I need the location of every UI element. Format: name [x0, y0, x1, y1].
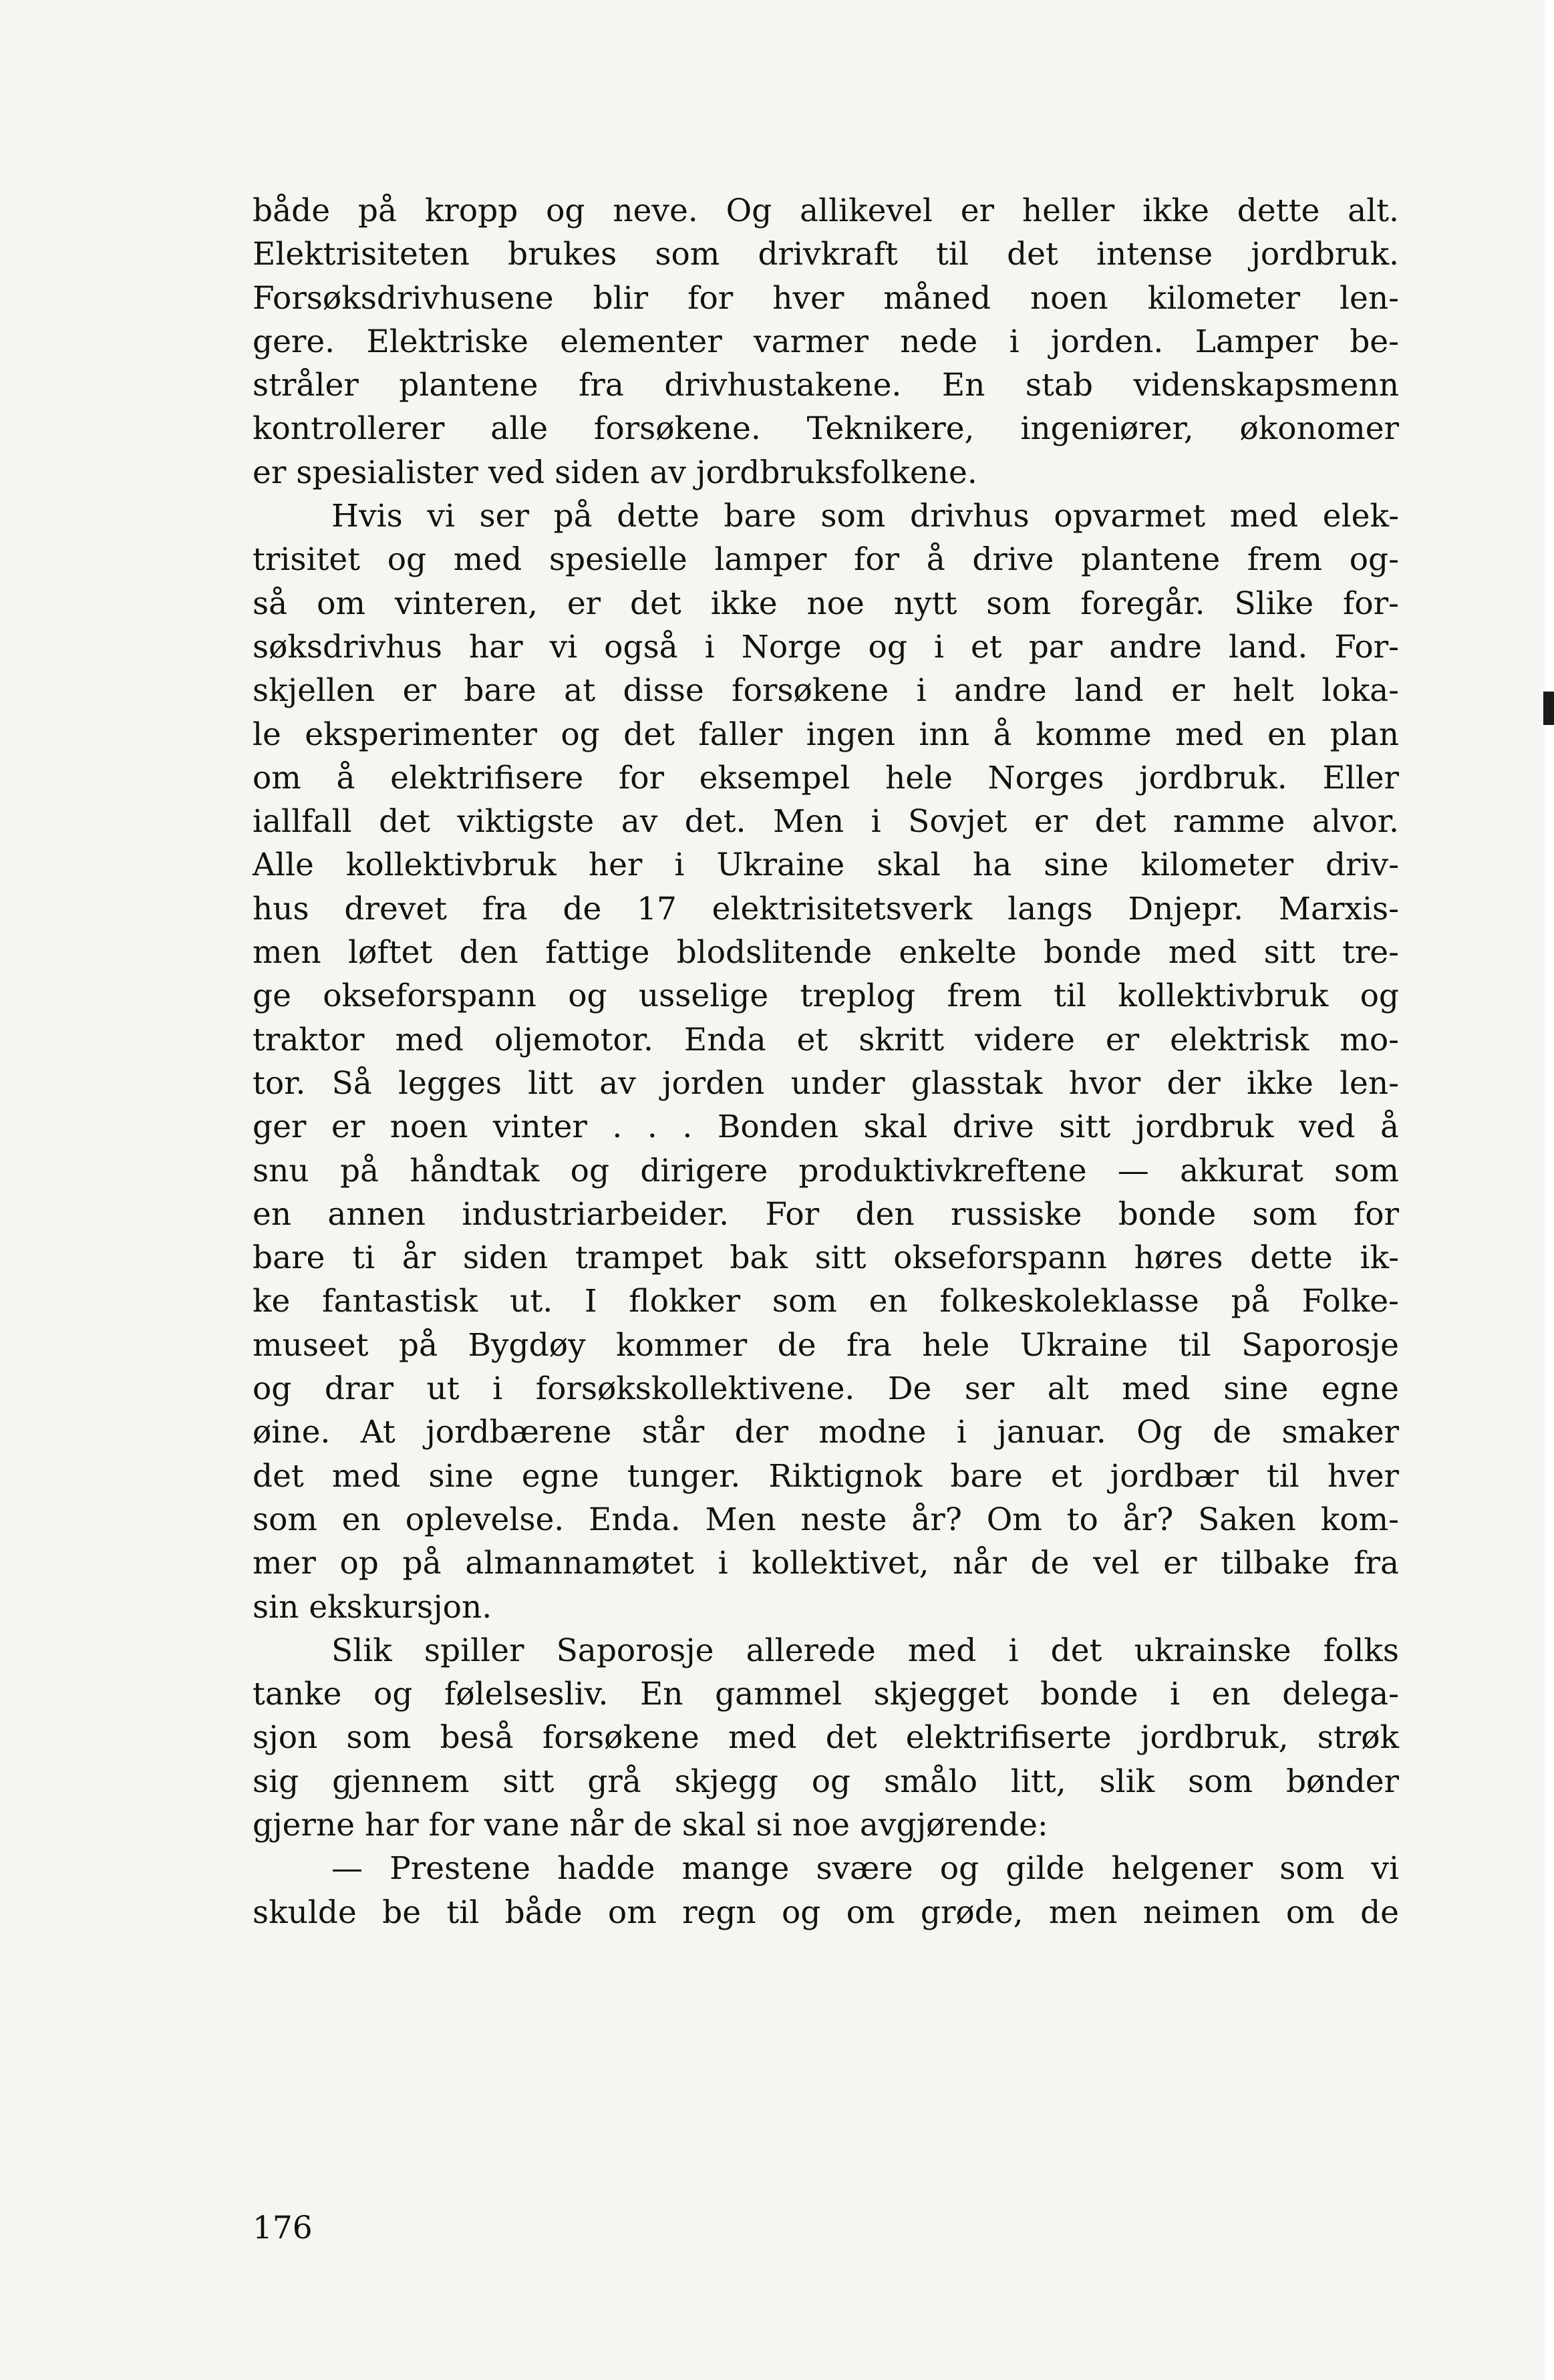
text-line: ke fantastisk ut. I flokker som en folkeskoleklasse på Folke- [253, 1283, 1399, 1320]
text-line: skulde be til både om regn og om grøde, men neimen om de [253, 1894, 1399, 1931]
text-line: gere. Elektriske elementer varmer nede i jorden. Lamper be- [253, 323, 1399, 360]
text-line: bare ti år siden trampet bak sitt okseforspann høres dette ik- [253, 1239, 1399, 1277]
text-line: men løftet den fattige blodslitende enkelte bonde med sitt tre- [253, 934, 1399, 972]
text-line: kontrollerer alle forsøkene. Teknikere, ingeniører, økonomer [253, 410, 1399, 448]
text-line: ger er noen vinter . . . Bonden skal drive sitt jordbruk ved å [253, 1108, 1399, 1146]
text-line: det med sine egne tunger. Riktignok bare et jordbær til hver [253, 1457, 1399, 1495]
text-line: iallfall det viktigste av det. Men i Sovjet er det ramme alvor. [253, 803, 1399, 841]
text-line: øine. At jordbærene står der modne i januar. Og de smaker [253, 1414, 1399, 1451]
page-edge [1545, 0, 1554, 2380]
text-line: museet på Bygdøy kommer de fra hele Ukraine til Saporosje [253, 1326, 1399, 1364]
text-line: traktor med oljemotor. Enda et skritt videre er elektrisk mo- [253, 1021, 1399, 1058]
text-line: Alle kollektivbruk her i Ukraine skal ha sine kilometer driv- [253, 847, 1399, 884]
text-line: skjellen er bare at disse forsøkene i andre land er helt loka- [253, 672, 1399, 710]
body-text [253, 189, 1399, 1934]
edge-mark [1543, 692, 1554, 725]
text-line: så om vinteren, er det ikke noe nytt som foregår. Slike for- [253, 585, 1399, 622]
text-line: om å elektrifisere for eksempel hele Norges jordbruk. Eller [253, 759, 1399, 796]
text-line: sin ekskursjon. [253, 1588, 492, 1626]
text-line: Slik spiller Saporosje allerede med i det ukrainske folks [331, 1632, 1399, 1669]
text-line: sjon som beså forsøkene med det elektrifiserte jordbruk, strøk [253, 1719, 1399, 1757]
text-line: er spesialister ved siden av jordbruksfolkene. [253, 454, 977, 491]
paragraph-4 [253, 1847, 1399, 1934]
text-line: tanke og følelsesliv. En gammel skjegget bonde i en delega- [253, 1676, 1399, 1713]
paragraph-1 [253, 189, 1399, 494]
text-line: søksdrivhus har vi også i Norge og i et par andre land. For- [253, 628, 1399, 665]
paragraph-3 [253, 1629, 1399, 1847]
text-line: og drar ut i forsøkskollektivene. De ser alt med sine egne [253, 1370, 1399, 1408]
text-line: som en oplevelse. Enda. Men neste år? Om to år? Saken kom- [253, 1501, 1399, 1538]
text-line: hus drevet fra de 17 elektrisitetsverk langs Dnjepr. Marxis- [253, 890, 1399, 927]
paragraph-2 [253, 494, 1399, 1629]
text-line: Forsøksdrivhusene blir for hver måned noen kilometer len- [253, 279, 1399, 317]
text-line: mer op på almannamøtet i kollektivet, når de vel er tilbake fra [253, 1545, 1399, 1582]
text-line: stråler plantene fra drivhustakene. En stab videnskapsmenn [253, 367, 1399, 404]
text-line: gjerne har for vane når de skal si noe avgjørende: [253, 1806, 1048, 1843]
text-line: Hvis vi ser på dette bare som drivhus opvarmet med elek- [331, 498, 1399, 535]
page-number: 176 [253, 2210, 313, 2246]
text-line: en annen industriarbeider. For den russiske bonde som for [253, 1195, 1399, 1233]
text-line: — Prestene hadde mange svære og gilde helgener som vi [331, 1850, 1399, 1888]
text-line: sig gjennem sitt grå skjegg og smålo litt, slik som bønder [253, 1763, 1399, 1800]
text-line: trisitet og med spesielle lamper for å drive plantene frem og- [253, 541, 1399, 579]
text-line: le eksperimenter og det faller ingen inn å komme med en plan [253, 716, 1399, 753]
text-line: snu på håndtak og dirigere produktivkreftene — akkurat som [253, 1152, 1399, 1189]
text-line: både på kropp og neve. Og allikevel er heller ikke dette alt. [253, 192, 1399, 229]
text-line: ge okseforspann og usselige treplog frem til kollektivbruk og [253, 978, 1399, 1015]
text-line: Elektrisiteten brukes som drivkraft til det intense jordbruk. [253, 236, 1399, 273]
text-line: tor. Så legges litt av jorden under glasstak hvor der ikke len- [253, 1064, 1399, 1102]
